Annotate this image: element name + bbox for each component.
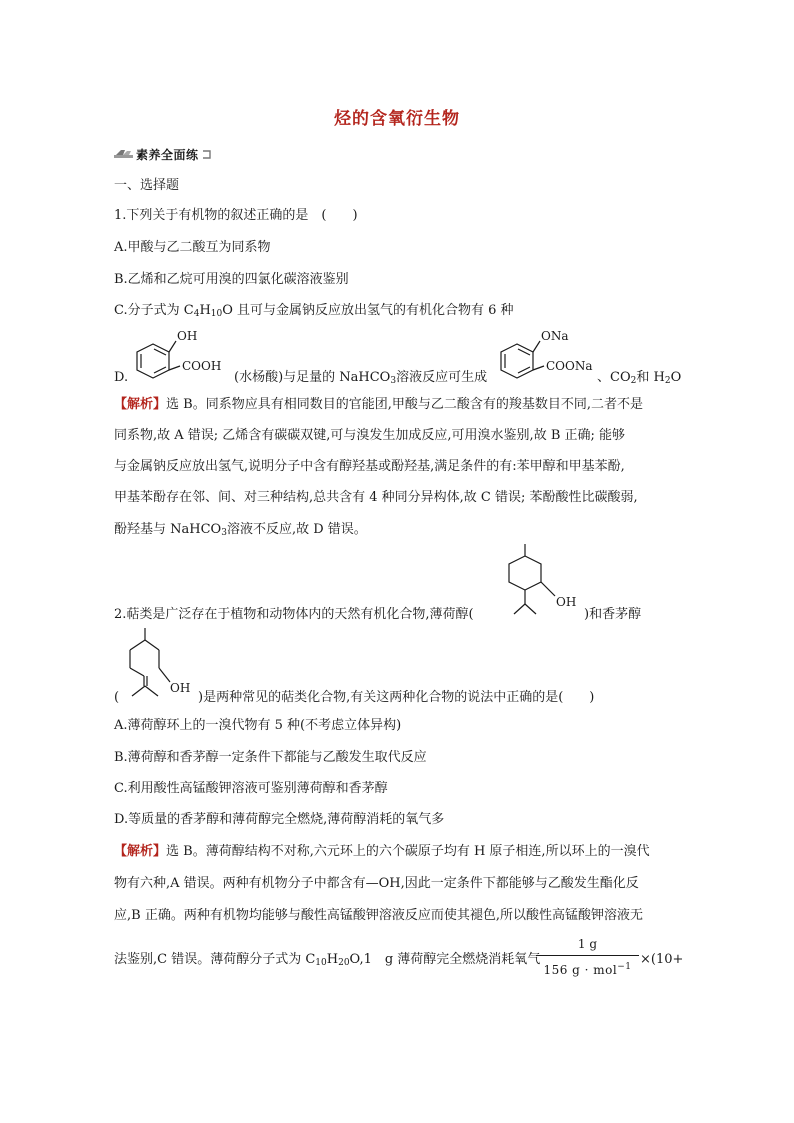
q2-option-a: A.薄荷醇环上的一溴代物有 5 种(不考虑立体异构) [114, 718, 402, 733]
q1-analysis-line-4: 甲基苯酚存在邻、间、对三种结构,总共含有 4 种同分异构体,故 C 错误; 苯酚酸性比碳酸弱, [114, 490, 638, 505]
q1-analysis-label: 【解析】 [114, 397, 167, 412]
q2-analysis-line-4: 法鉴别,C 错误。薄荷醇分子式为 $C_{10}H_{20}O,1$ g 薄荷醇完全燃烧消耗氧气 [114, 952, 541, 968]
q1-option-d-prefix: D. [114, 370, 129, 385]
section-badge [114, 147, 212, 161]
q1-option-d-tail: 、$CO_2$和 $H_2O$ [597, 370, 682, 386]
fraction-numerator: 1 g [577, 937, 598, 951]
q1-option-a: A.甲酸与乙二酸互为同系物 [114, 240, 271, 255]
salicylic-acid-structure [130, 324, 232, 386]
fraction-bar [536, 955, 639, 956]
q2-option-b: B.薄荷醇和香茅醇一定条件下都能与乙酸发生取代反应 [114, 750, 427, 765]
salt-coona-label: COONa [546, 359, 593, 373]
salicylic-cooh-label: COOH [182, 359, 222, 373]
salt-ona-label: ONa [541, 329, 569, 343]
q1-option-b: B.乙烯和乙烷可用溴的四氯化碳溶液鉴别 [114, 272, 349, 287]
q2-stem-part2: )和香茅醇 [584, 607, 642, 622]
menthol-oh-label: OH [556, 595, 577, 609]
q2-stem-part1: 2.萜类是广泛存在于植物和动物体内的天然有机化合物,薄荷醇( [114, 607, 474, 622]
q1-option-c: C.分子式为 $C_4H_{10}O$ 且可与金属钠反应放出氢气的有机化合物有 6 种 [114, 303, 514, 319]
citronellol-oh-label: OH [170, 681, 191, 695]
salicylic-oh-label: OH [177, 329, 198, 343]
q1-option-d-text: (水杨酸)与足量的 NaHCO$_3$溶液反应可生成 [234, 370, 488, 386]
q1-analysis-line-5: 酚羟基与 NaHCO$_3$溶液不反应,故 D 错误。 [114, 522, 367, 538]
q2-stem-part3: )是两种常见的萜类化合物,有关这两种化合物的说法中正确的是( ) [198, 690, 595, 705]
page-title: 烃的含氧衍生物 [334, 109, 460, 129]
q2-analysis-line-1: 【解析】选 B。薄荷醇结构不对称,六元环上的六个碳原子均有 H 原子相连,所以环上的一溴代 [114, 844, 650, 859]
pencil-icon [114, 149, 134, 159]
q1-analysis-line-3: 与金属钠反应放出氢气,说明分子中含有醇羟基或酚羟基,满足条件的有:苯甲醇和甲基苯酚, [114, 459, 625, 474]
badge-label: 素养全面练 [136, 147, 199, 162]
q2-analysis-label: 【解析】 [114, 844, 167, 859]
oxygen-fraction [536, 935, 639, 976]
menthol-structure [498, 540, 584, 622]
badge-bracket-icon [202, 149, 212, 159]
section-heading: 一、选择题 [114, 178, 180, 193]
q1-analysis-line-2: 同系物,故 A 错误; 乙烯含有碳碳双键,可与溴发生加成反应,可用溴水鉴别,故 B 正确; 能够 [114, 428, 626, 443]
q2-analysis-line-4-tail: ×(10+ [640, 952, 684, 967]
q1-stem: 1.下列关于有机物的叙述正确的是 ( ) [114, 208, 358, 223]
q1-analysis-line-1: 【解析】选 B。同系物应具有相同数目的官能团,甲酸与乙二酸含有的羧基数目不同,二者不是 [114, 397, 643, 412]
q2-analysis-line-2: 物有六种,A 错误。两种有机物分子中都含有—OH,因此一定条件下都能够与乙酸发生酯化反 [114, 876, 639, 891]
q2-option-d: D.等质量的香茅醇和薄荷醇完全燃烧,薄荷醇消耗的氧气多 [114, 812, 445, 827]
q2-analysis-line-3: 应,B 正确。两种有机物均能够与酸性高锰酸钾溶液反应而使其褪色,所以酸性高锰酸钾溶液无 [114, 908, 643, 923]
fraction-denominator: 156 g · mol$^{-1}$ [543, 962, 632, 977]
citronellol-structure [118, 624, 198, 700]
q2-option-c: C.利用酸性高锰酸钾溶液可鉴别薄荷醇和香茅醇 [114, 781, 388, 796]
q2-stem-open-paren: ( [114, 690, 120, 705]
sodium-salt-structure [494, 324, 596, 386]
